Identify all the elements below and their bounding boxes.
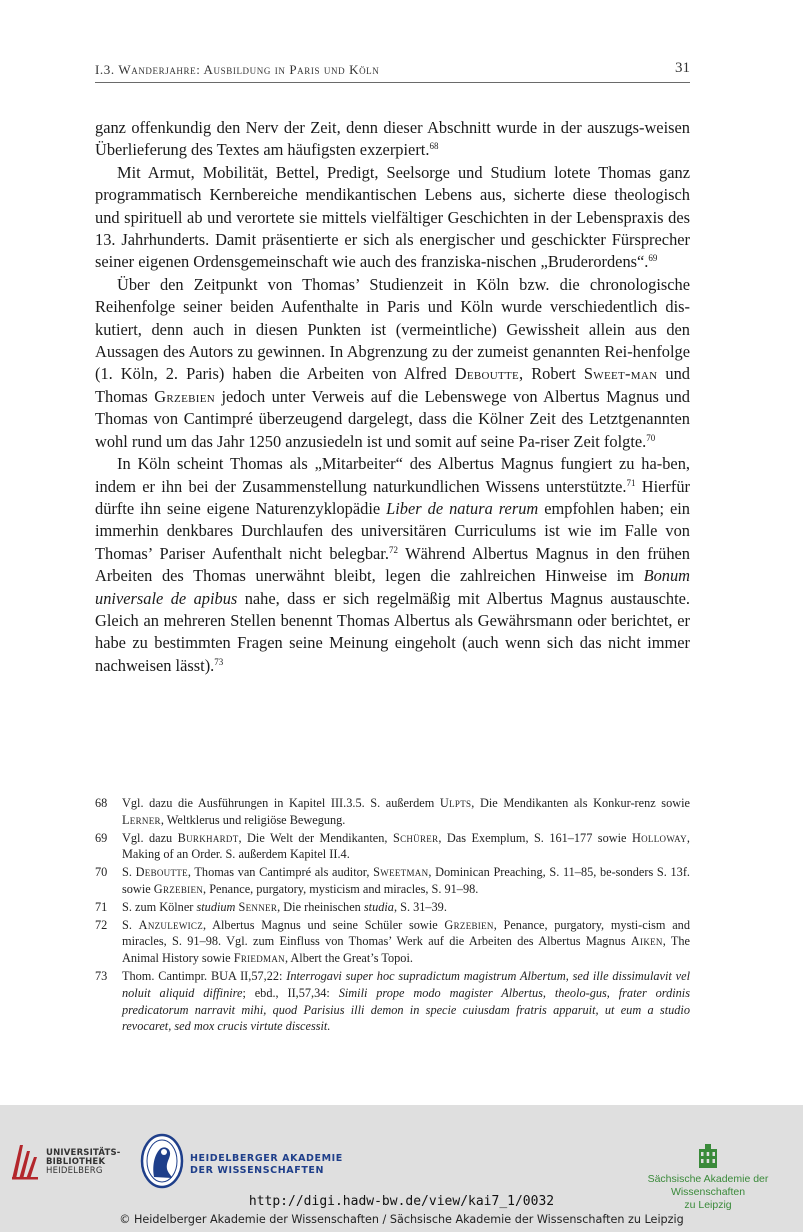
hadw-logo[interactable]: [140, 1133, 380, 1193]
paragraph-4: In Köln scheint Thomas als „Mitarbeiter“ des Albertus Magnus fungiert zu ha-ben, indem er ihn bei der Zusammenstellung naturkundlichen Wissens unterstützte.$^{71}$ Hierfür dürfte ihn seine eigene Naturenzyklopädie Liber de natura rerum empfohlen haben; ein immerhin denkbares Durchlaufen des universitären Curriculums ist wie im Falle von Thomas’ Pariser Aufenthalt nicht belegbar.$^{72}$ Während Albertus Magnus in den frühen Arbeiten des Thomas unerwähnt bleibt, legen die zahlreichen Hinweise im Bonum universale de apibus nahe, dass er sich regelmäßig mit Albertus Magnus austauschte. Gleich an mehreren Stellen benennt Thomas Albertus als Gewährsmann oder berichtet, er habe zu bestimmten Fragen seine Meinung eingeholt (auch wenn sich das nicht immer nachweisen lässt).$^{73}$: [95, 454, 691, 675]
footnote-ref-73[interactable]: 73: [214, 656, 224, 667]
work-title: Liber de natura rerum: [386, 498, 539, 518]
footnote-text: Vgl. dazu Burkhardt, Die Welt der Mendikanten, Schürer, Das Exemplum, S. 161–177 sowie Holloway, Making of an Order. S. außerdem Kapitel II.4.: [122, 830, 690, 862]
footnote-text: S. zum Kölner studium Senner, Die rheinischen studia, S. 31–39.: [122, 899, 447, 914]
footnote-71: [95, 899, 690, 916]
hadw-seal-icon: [140, 1133, 184, 1191]
paragraph-3: Über den Zeitpunkt von Thomas’ Studienzeit in Köln bzw. die chronologische Reihenfolge seiner beiden Aufenthalte in Paris und Köln wurde verschiedentlich dis-kutiert, denn auch in diesen Punkten ist (vermeintliche) Gewissheit allein aus den Aussagen des Autors zu gewinnen. In Abgrenzung zu der zumeist genannten Rei-henfolge (1. Köln, 2. Paris) haben die Arbeiten von Alfred Deboutte, Robert Sweet-man und Thomas Grzebien jedoch unter Verweis auf die Lebenswege von Albertus Magnus und Thomas von Cantimpré überzeugend dargelegt, dass die Kölner Zeit des Letztgenannten wohl rund um das Jahr 1250 anzusiedeln ist und somit auf seine Pa-riser Zeit folgte.$^{70}$: [95, 274, 690, 451]
footnote-73: [95, 968, 690, 1035]
footnote-number: 70: [95, 865, 108, 880]
footnote-number: 68: [95, 796, 108, 810]
footnote-text: Thom. Cantimpr. BUA II,57,22: Interrogavi super hoc supradictum magistrum Albertum, sed ille dissimulavit vel noluit aliquid diffinire; ebd., II,57,34: Simili prope modo magister Albertus, theolo-gus, frater ordinis predicatorum narravit mihi, quod Parisius illi demon in specie cuiusdam fratris apparuit, ut eum a studio revocaret, sed mox crucis virtute discessit.: [122, 968, 690, 1034]
footnote-text: Vgl. dazu die Ausführungen in Kapitel III.3.5. S. außerdem Ulpts, Die Mendikanten als Konkur-renz sowie Lerner, Weltklerus und religiöse Bewegung.: [122, 796, 690, 827]
work-title: Bonum universale de apibus: [95, 566, 690, 608]
footnote-ref-68[interactable]: 68: [429, 141, 439, 152]
author-name: Deboutte: [454, 364, 520, 384]
page-number: 31: [675, 60, 690, 76]
footnote-69: [95, 830, 690, 864]
footnote-68: [95, 795, 690, 829]
footnote-ref-71[interactable]: 71: [626, 477, 636, 488]
paragraph-1: ganz offenkundig den Nerv der Zeit, denn dieser Abschnitt wurde in der auszugs-weisen Überlieferung des Textes am häufigsten exzerpiert.$^{68}$: [95, 118, 690, 160]
saw-building-icon: [698, 1143, 718, 1169]
ub-heidelberg-logo[interactable]: [10, 1141, 121, 1191]
footnote-number: 69: [95, 830, 108, 845]
footnote-70: [95, 864, 690, 898]
footnote-72: [95, 917, 690, 967]
footnote-text: S. Deboutte, Thomas van Cantimpré als auditor, Sweetman, Dominican Preaching, S. 11–85, be-sonders S. 13f. sowie Grzebien, Penance, purgatory, mysticism and miracles, S. 91–98.: [122, 865, 690, 896]
footnote-number: 73: [95, 968, 108, 983]
copyright-notice: © Heidelberger Akademie der Wissenschaften / Sächsische Akademie der Wissenschaften zu Leipzig: [119, 1213, 684, 1226]
ub-heidelberg-logo-icon: [10, 1141, 42, 1181]
footnote-ref-69[interactable]: 69: [648, 253, 658, 264]
permalink-url[interactable]: http://digi.hadw-bw.de/view/kai7_1/0032: [248, 1194, 555, 1209]
paragraph-2: Mit Armut, Mobilität, Bettel, Predigt, Seelsorge und Studium lotete Thomas ganz programmatisch Kernbereiche mendikantischen Lebens aus, sicherte diese theologisch und spirituell ab und verortete sie mittels vielfältiger Geschichten in der Lebenspraxis des 13. Jahrhunderts. Damit präsentierte er sich als energischer und geschickter Fürsprecher seiner eigenen Ordensgemeinschaft wie auch des franziska-nischen „Bruderordens“.$^{69}$: [95, 162, 690, 272]
body-text: [95, 117, 690, 677]
footnote-text: S. Anzulewicz, Albertus Magnus und seine Schüler sowie Grzebien, Penance, purgatory, mysti-cism and miracles, S. 91–98. Vgl. zum Einfluss von Thomas’ Werk auf die Arbeiten des Albertus Magnus Aiken, The Animal History sowie Friedman, Albert the Great’s Topoi.: [122, 917, 691, 966]
hadw-wordmark: HEIDELBERGER AKADEMIE DER WISSENSCHAFTEN: [190, 1153, 343, 1176]
footnote-ref-72[interactable]: 72: [388, 544, 398, 555]
footnote-number: 72: [95, 917, 108, 932]
footnotes: [95, 795, 690, 1036]
author-name: Grzebien: [154, 386, 215, 406]
running-head-title: I.3. Wanderjahre: Ausbildung in Paris und Köln: [95, 62, 380, 77]
footnote-number: 71: [95, 899, 108, 914]
saw-wordmark: Sächsische Akademie der Wissenschaften zu Leipzig: [647, 1173, 769, 1211]
ub-heidelberg-wordmark: UNIVERSITÄTS- BIBLIOTHEK HEIDELBERG: [46, 1148, 121, 1176]
footnote-ref-70[interactable]: 70: [646, 432, 656, 443]
running-head: [95, 60, 690, 83]
author-name: Sweet-man: [583, 364, 658, 384]
